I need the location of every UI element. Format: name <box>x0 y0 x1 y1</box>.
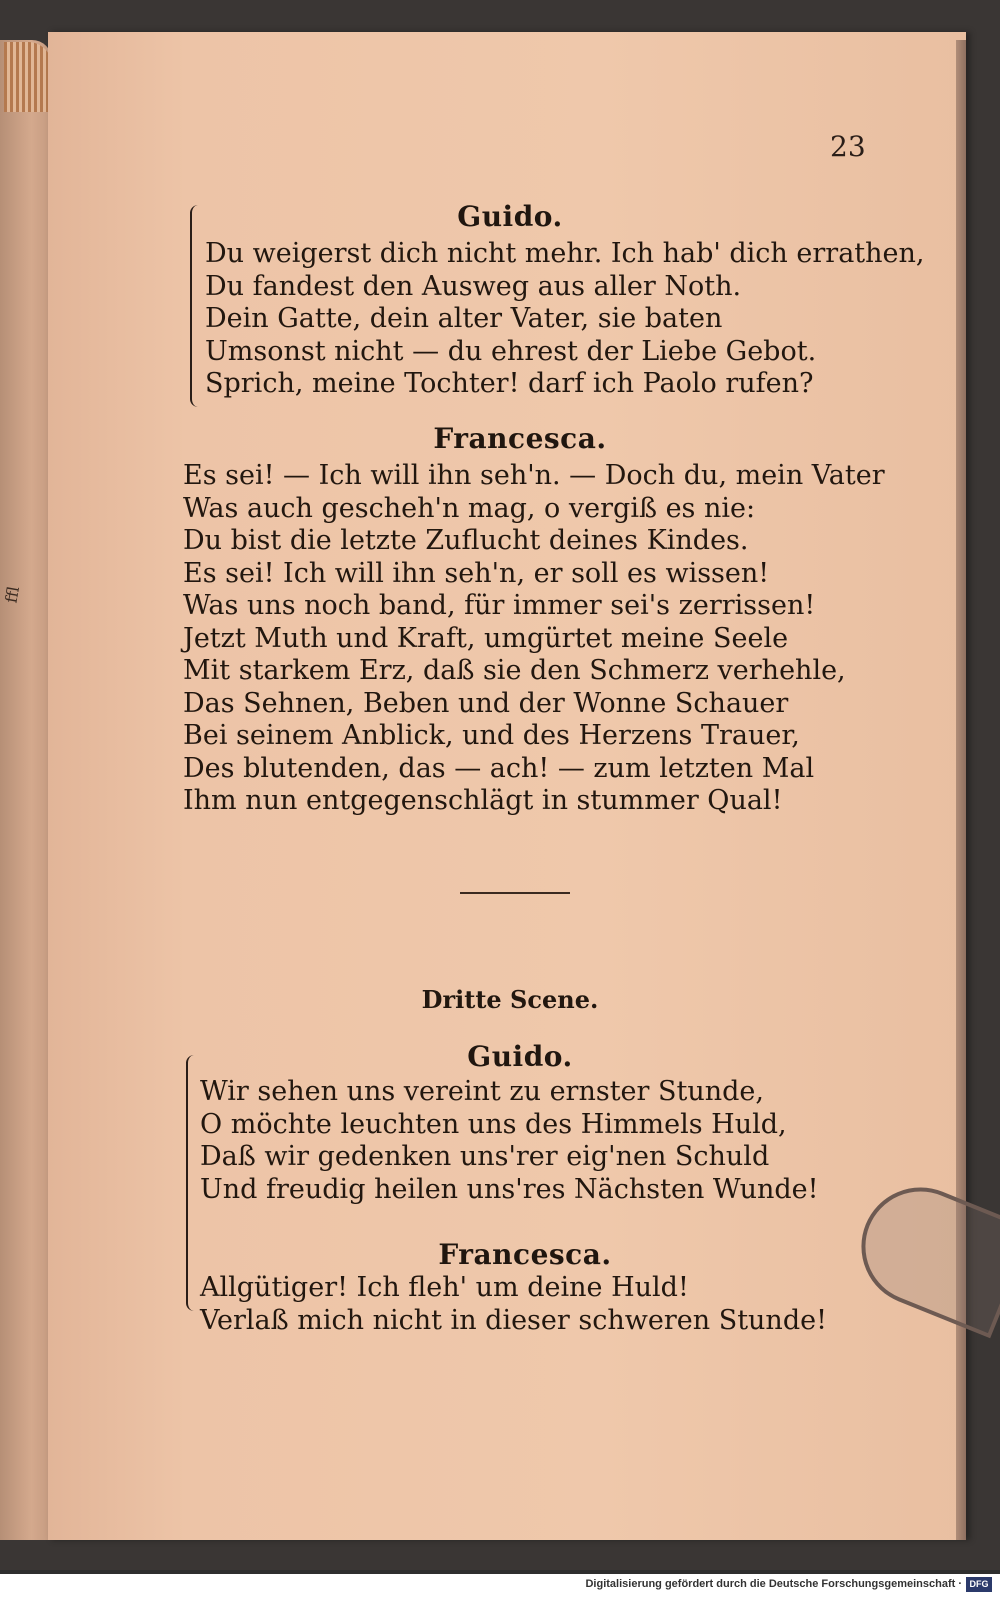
verse-line: Umsonst nicht — du ehrest der Liebe Gebot. <box>205 335 817 367</box>
page-number: 23 <box>830 130 866 163</box>
verse-line: Wir sehen uns vereint zu ernster Stunde, <box>200 1076 764 1107</box>
verse-line: Sprich, meine Tochter! darf ich Paolo rufen? <box>205 368 814 399</box>
speaker-name: Francesca. <box>438 1238 612 1271</box>
verse-line: Dein Gatte, dein alter Vater, sie baten <box>205 303 723 334</box>
page-stack-edges <box>4 42 52 112</box>
left-page-edge <box>0 40 52 1540</box>
verse-line: Das Sehnen, Beben und der Wonne Schauer <box>183 687 789 719</box>
verse-line: Daß wir gedenken uns'rer eig'nen Schuld <box>200 1141 770 1172</box>
verse-line: Ihm nun entgegenschlägt in stummer Qual! <box>183 785 783 816</box>
verse-block <box>183 460 885 818</box>
verse-line: Des blutenden, das — ach! — zum letzten Mal <box>183 752 815 784</box>
scene-title: Dritte Scene. <box>421 985 599 1014</box>
verse-line: Du fandest den Ausweg aus aller Noth. <box>205 270 742 302</box>
speech-bracket <box>186 1062 193 1303</box>
verse-block <box>200 1272 827 1337</box>
verse-line: Es sei! Ich will ihn seh'n, er soll es wissen! <box>183 557 770 589</box>
verse-line: O möchte leuchten uns des Himmels Huld, <box>200 1108 787 1140</box>
verse-line: Was uns noch band, für immer sei's zerrissen! <box>183 590 816 621</box>
verse-line: Verlaß mich nicht in dieser schweren Stunde! <box>200 1304 827 1336</box>
verse-block <box>200 1076 818 1206</box>
footer-bar <box>0 1574 1000 1598</box>
margin-note: ffl <box>1 584 24 605</box>
section-divider <box>460 892 570 894</box>
verse-line: Du weigerst dich nicht mehr. Ich hab' dich errathen, <box>205 238 925 269</box>
speaker-name: Guido. <box>467 1040 573 1073</box>
verse-line: Mit starkem Erz, daß sie den Schmerz verhehle, <box>183 655 846 686</box>
verse-line: Bei seinem Anblick, und des Herzens Trauer, <box>183 720 800 751</box>
verse-line: Was auch gescheh'n mag, o vergiß es nie: <box>183 492 756 524</box>
verse-line: Allgütiger! Ich fleh' um deine Huld! <box>200 1272 689 1303</box>
speaker-name: Guido. <box>457 200 563 233</box>
verse-line: Jetzt Muth und Kraft, umgürtet meine Seele <box>183 622 789 654</box>
speaker-name: Francesca. <box>433 422 607 455</box>
verse-line: Und freudig heilen uns'res Nächsten Wunde! <box>200 1173 819 1205</box>
verse-line: Es sei! — Ich will ihn seh'n. — Doch du, mein Vater <box>183 460 885 491</box>
dfg-logo-icon: DFG <box>966 1577 992 1592</box>
verse-line: Du bist die letzte Zuflucht deines Kindes. <box>183 525 749 556</box>
speech-bracket <box>190 212 197 399</box>
verse-block <box>205 238 924 401</box>
footer-credit: Digitalisierung gefördert durch die Deutsche Forschungsgemeinschaft · <box>585 1578 962 1590</box>
